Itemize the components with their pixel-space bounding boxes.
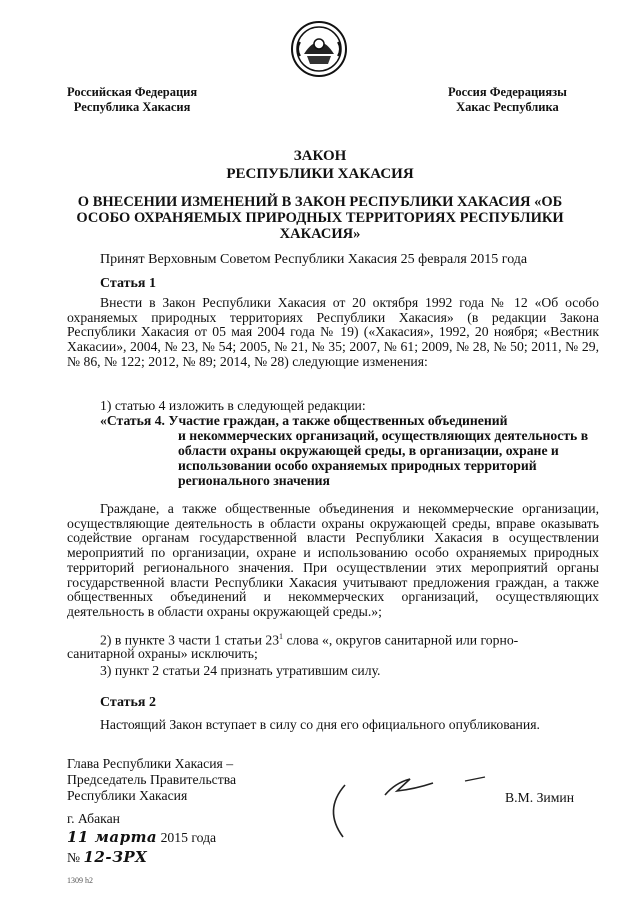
header-left bbox=[67, 85, 197, 115]
header-right bbox=[448, 85, 567, 115]
handwritten-signature bbox=[315, 765, 495, 855]
coat-of-arms-emblem bbox=[290, 20, 348, 78]
signing-date bbox=[67, 828, 216, 846]
adoption-line: Принят Верховным Советом Республики Хакасия 25 февраля 2015 года bbox=[100, 252, 528, 267]
handwritten-number: 12-ЗРХ bbox=[83, 848, 148, 866]
place-of-signing: г. Абакан bbox=[67, 811, 120, 826]
article-1-intro: Внести в Закон Республики Хакасия от 20 октября 1992 года № 12 «Об особо охраняемых природных территориях Республики Хакасия» (в редакции Закона Республики Хакасия от 05 мая 2004 года № 19) («Хакасия», 1992, 20 ноября; «Вестник Хакасии», 2004, № 23, № 54; 2005, № 21, № 35; 2007, № 61; 2009, № 28, № 50; 2011, № 29, № 86, № 122; 2012, № 89; 2014, № 28) следующие изменения: bbox=[67, 295, 599, 369]
article-1-item-3: 3) пункт 2 статьи 24 признать утратившим силу. bbox=[100, 663, 381, 678]
law-number bbox=[67, 848, 147, 866]
header-right-republic: Хакас Республика bbox=[456, 100, 559, 114]
signatory-title-line-3: Республики Хакасия bbox=[67, 788, 188, 803]
new-article-4-title-rest: и некоммерческих организаций, осуществляющих деятельность в области охраны окружающей среды, в организации, охране и использовании особо охраняемых природных территорий регионального значения bbox=[178, 428, 589, 488]
number-sign: № bbox=[67, 850, 81, 865]
document-type: ЗАКОН bbox=[293, 148, 347, 164]
header-left-country: Российская Федерация bbox=[67, 85, 198, 99]
header-left-republic: Республика Хакасия bbox=[73, 100, 191, 114]
item-2-superscript: 1 bbox=[279, 632, 284, 641]
item-2-text-a: 2) в пункте 3 части 1 статьи 23 bbox=[100, 632, 280, 648]
law-subject-title: О ВНЕСЕНИИ ИЗМЕНЕНИЙ В ЗАКОН РЕСПУБЛИКИ ХАКАСИЯ «ОБ ОСОБО ОХРАНЯЕМЫХ ПРИРОДНЫХ ТЕРРИТОРИЯХ РЕСПУБЛИКИ ХАКАСИЯ» bbox=[76, 194, 564, 242]
date-year: 2015 года bbox=[160, 830, 217, 845]
signatory-title bbox=[67, 756, 236, 804]
article-2-heading: Статья 2 bbox=[100, 695, 156, 710]
signatory-title-line-2: Председатель Правительства bbox=[67, 772, 237, 787]
article-1-item-1: 1) статью 4 изложить в следующей редакции: bbox=[100, 398, 366, 413]
footer-code: 1309 h2 bbox=[67, 876, 93, 885]
item-2-text-b: слова «, округов санитарной или горно- bbox=[283, 632, 519, 648]
signatory-title-line-1: Глава Республики Хакасия – bbox=[67, 756, 234, 771]
new-article-4-title bbox=[100, 413, 600, 488]
header-right-country: Россия Федерациязы bbox=[448, 85, 567, 99]
article-1-item-2-continuation: санитарной охраны» исключить; bbox=[67, 646, 258, 661]
handwritten-date: 11 марта bbox=[67, 828, 158, 846]
article-1-heading: Статья 1 bbox=[100, 276, 156, 291]
document-issuer: РЕСПУБЛИКИ ХАКАСИЯ bbox=[226, 166, 414, 182]
article-2-text: Настоящий Закон вступает в силу со дня его официального опубликования. bbox=[100, 717, 540, 732]
new-article-4-title-first-line: «Статья 4. Участие граждан, а также общественных объединений bbox=[100, 413, 508, 428]
signatory-name: В.М. Зимин bbox=[505, 790, 575, 805]
new-article-4-text: Граждане, а также общественные объединения и некоммерческие организации, осуществляющие деятельность в области охраны окружающей среды, вправе оказывать содействие органам государственной власти Республики Хакасия в осуществлении мероприятий по организации, охране и использованию особо охраняемых природных территорий регионального значения. При осуществлении этих мероприятий органы государственной власти Республики Хакасия учитывают предложения граждан, а также общественных объединений и некоммерческих организаций, осуществляющих деятельность в области охраны окружающей среды.»; bbox=[67, 501, 599, 619]
